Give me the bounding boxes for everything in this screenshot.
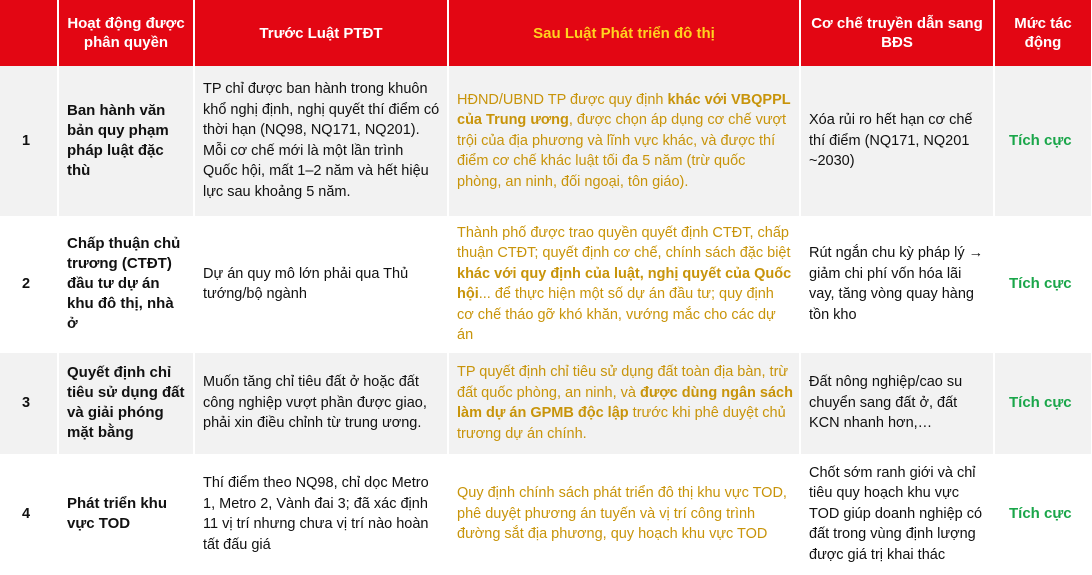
after-text: Thành phố được trao quyền quyết định CTĐT, chấp thuận CTĐT; quyết định cơ chế, chính sách đặc biệt [457, 224, 791, 261]
table-row [0, 217, 1092, 351]
row-impact: Tích cực [994, 455, 1092, 573]
header-no [0, 0, 58, 66]
after-text: ... để thực hiện một số dự án đầu tư; quy định cơ chế tháo gỡ khó khăn, vướng mắc cho các dự án [457, 286, 776, 343]
row-number: 1 [0, 66, 58, 217]
row-after [448, 351, 800, 455]
table-row [0, 351, 1092, 455]
after-highlight: khác với quy định của luật, nghị quyết của Quốc hội [457, 265, 792, 302]
table-row [0, 66, 1092, 217]
after-text: Quy định chính sách phát triển đô thị khu vực TOD, phê duyệt phương án tuyến và vị trí công trình đường sắt địa phương, quy hoạch khu vực TOD [457, 485, 787, 543]
row-before: Thí điểm theo NQ98, chỉ dọc Metro 1, Metro 2, Vành đai 3; đã xác định 11 vị trí nhưng chưa vị trí nào hoàn tất đấu giá [194, 455, 448, 573]
row-activity: Quyết định chỉ tiêu sử dụng đất và giải phóng mặt bằng [58, 351, 194, 455]
row-number: 2 [0, 217, 58, 351]
header-mechanism: Cơ chế truyền dẫn sang BĐS [800, 0, 994, 66]
header-activity: Hoạt động được phân quyền [58, 0, 194, 66]
after-text: TP quyết định chỉ tiêu sử dụng đất toàn địa bàn, trừ đất quốc phòng, an ninh, và [457, 364, 789, 401]
after-text: HĐND/UBND TP được quy định [457, 91, 668, 108]
after-highlight: khác với VBQPPL của Trung ương [457, 91, 791, 128]
header-after: Sau Luật Phát triển đô thị [448, 0, 800, 66]
row-impact: Tích cực [994, 217, 1092, 351]
row-number: 4 [0, 455, 58, 573]
after-highlight: được dùng ngân sách làm dự án GPMB độc lập [457, 384, 793, 421]
header-impact: Mức tác động [994, 0, 1092, 66]
row-number: 3 [0, 351, 58, 455]
row-before: Muốn tăng chỉ tiêu đất ở hoặc đất công nghiệp vượt phần được giao, phải xin điều chỉnh từ trung ương. [194, 351, 448, 455]
row-activity: Ban hành văn bản quy phạm pháp luật đặc thù [58, 66, 194, 217]
row-after [448, 455, 800, 573]
row-mechanism: Đất nông nghiệp/cao su chuyển sang đất ở, đất KCN nhanh hơn,… [800, 351, 994, 455]
header-before: Trước Luật PTĐT [194, 0, 448, 66]
header-row [0, 0, 1092, 66]
row-impact: Tích cực [994, 351, 1092, 455]
row-before: TP chỉ được ban hành trong khuôn khổ nghị định, nghị quyết thí điểm có thời hạn (NQ98, NQ171, NQ201). Mỗi cơ chế mới là một lần trình Quốc hội, mất 1–2 năm và hết hiệu lực sau khoảng 5 năm. [194, 66, 448, 217]
row-mechanism: Chốt sớm ranh giới và chỉ tiêu quy hoạch khu vực TOD giúp doanh nghiệp có đất trong vùng định lượng được giá trị khai thác [800, 455, 994, 573]
row-mechanism: Rút ngắn chu kỳ pháp lý → giảm chi phí vốn hóa lãi vay, tăng vòng quay hàng tồn kho [800, 217, 994, 351]
row-after [448, 66, 800, 217]
after-text: trước khi phê duyệt chủ trương dự án chính. [457, 405, 786, 442]
row-activity: Phát triển khu vực TOD [58, 455, 194, 573]
table-row [0, 455, 1092, 573]
after-text: , được chọn áp dụng cơ chế vượt trội của địa phương và lĩnh vực khác, và được thí điểm cơ chế khác luật tối đa 5 năm (trừ quốc phòng, an ninh, đối ngoại, tôn giáo). [457, 112, 787, 190]
row-mechanism: Xóa rủi ro hết hạn cơ chế thí điểm (NQ171, NQ201 ~2030) [800, 66, 994, 217]
row-activity: Chấp thuận chủ trương (CTĐT) đầu tư dự án khu đô thị, nhà ở [58, 217, 194, 351]
row-after [448, 217, 800, 351]
row-impact: Tích cực [994, 66, 1092, 217]
row-before: Dự án quy mô lớn phải qua Thủ tướng/bộ ngành [194, 217, 448, 351]
